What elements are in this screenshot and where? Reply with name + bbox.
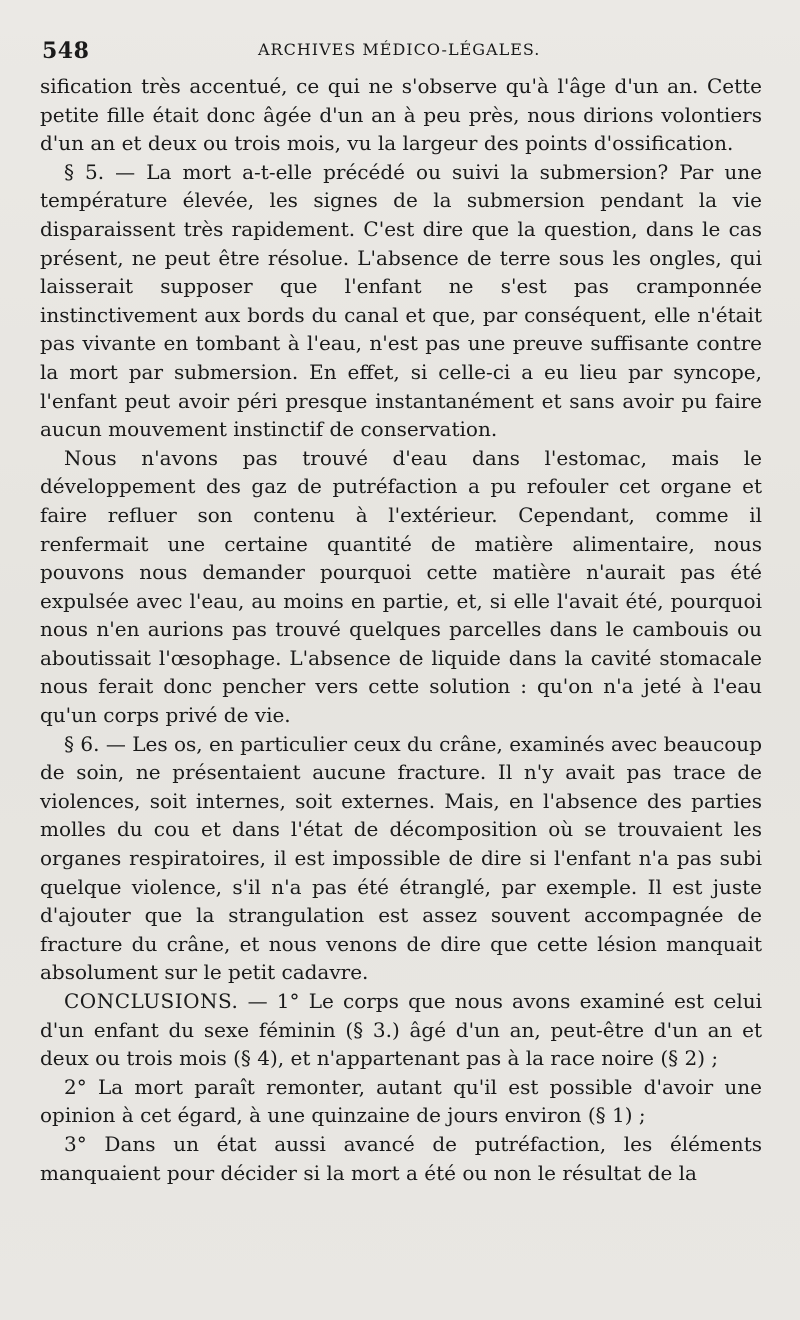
page-header [40, 32, 762, 72]
conclusions-item-3: 3° Dans un état aussi avancé de putréfaction, les éléments manquaient pour décider si la mort a été ou non le résultat de la [40, 1131, 762, 1185]
conclusions-item-1 [40, 987, 762, 1073]
body-text [40, 72, 762, 1187]
conclusions-item-1-text: — 1° Le corps que nous avons examiné est celui d'un enfant du sexe féminin (§ 3.) âgé d'un an, peut-être d'un an et deux ou trois mois (§ 4), et n'appartenant pas à la race noire (§ 2) ; [40, 989, 762, 1071]
conclusions-item-2: 2° La mort paraît remonter, autant qu'il est possible d'avoir une opinion à cet égard, à une quinzaine de jours environ (§ 1) ; [40, 1074, 762, 1128]
conclusions-heading: CONCLUSIONS. [64, 989, 239, 1013]
paragraph-stomach: Nous n'avons pas trouvé d'eau dans l'estomac, mais le développement des gaz de putréfaction a pu refouler cet organe et faire refluer son contenu à l'extérieur. Cependant, comme il renfermait une certaine quantité de matière alimentaire, nous pouvons nous demander pourquoi cette matière n'aurait pas été expulsée avec l'eau, au moins en partie, et, si elle l'avait été, pourquoi nous n'en aurions pas trouvé quelques parcelles dans le cambouis ou aboutissait l'œsophage. L'absence de liquide dans la cavité stomacale nous ferait donc pencher vers cette solution : qu'on n'a jeté à l'eau qu'un corps privé de vie. [40, 445, 762, 728]
paragraph-section-5: § 5. — La mort a-t-elle précédé ou suivi la submersion? Par une température élevée, les signes de la submersion pendant la vie disparaissent très rapidement. C'est dire que la question, dans le cas présent, ne peut être résolue. L'absence de terre sous les ongles, qui laisserait supposer que l'enfant ne s'est pas cramponnée instinctivement aux bords du canal et que, par conséquent, elle n'était pas vivante en tombant à l'eau, n'est pas une preuve suffisante contre la mort par submersion. En effet, si celle-ci a eu lieu par syncope, l'enfant peut avoir péri presque instantanément et sans avoir pu faire aucun mouvement instinctif de conservation. [40, 159, 762, 442]
paragraph-continuation: sification très accentué, ce qui ne s'observe qu'à l'âge d'un an. Cette petite fille était donc âgée d'un an à peu près, nous dirions volontiers d'un an et deux ou trois mois, vu la largeur des points d'ossification. [40, 74, 762, 156]
paragraph-section-6: § 6. — Les os, en particulier ceux du crâne, examinés avec beaucoup de soin, ne présentaient aucune fracture. Il n'y avait pas trace de violences, soit internes, soit externes. Mais, en l'absence des parties molles du cou et dans l'état de décomposition où se trouvaient les organes respiratoires, il est impossible de dire si l'enfant n'a pas subi quelque violence, s'il n'a pas été étranglé, par exemple. Il est juste d'ajouter que la strangulation est assez souvent accompagnée de fracture du crâne, et nous venons de dire que cette lésion manquait absolument sur le petit cadavre. [40, 731, 762, 985]
running-title: ARCHIVES MÉDICO-LÉGALES. [258, 40, 541, 59]
page-number: 548 [42, 38, 90, 64]
